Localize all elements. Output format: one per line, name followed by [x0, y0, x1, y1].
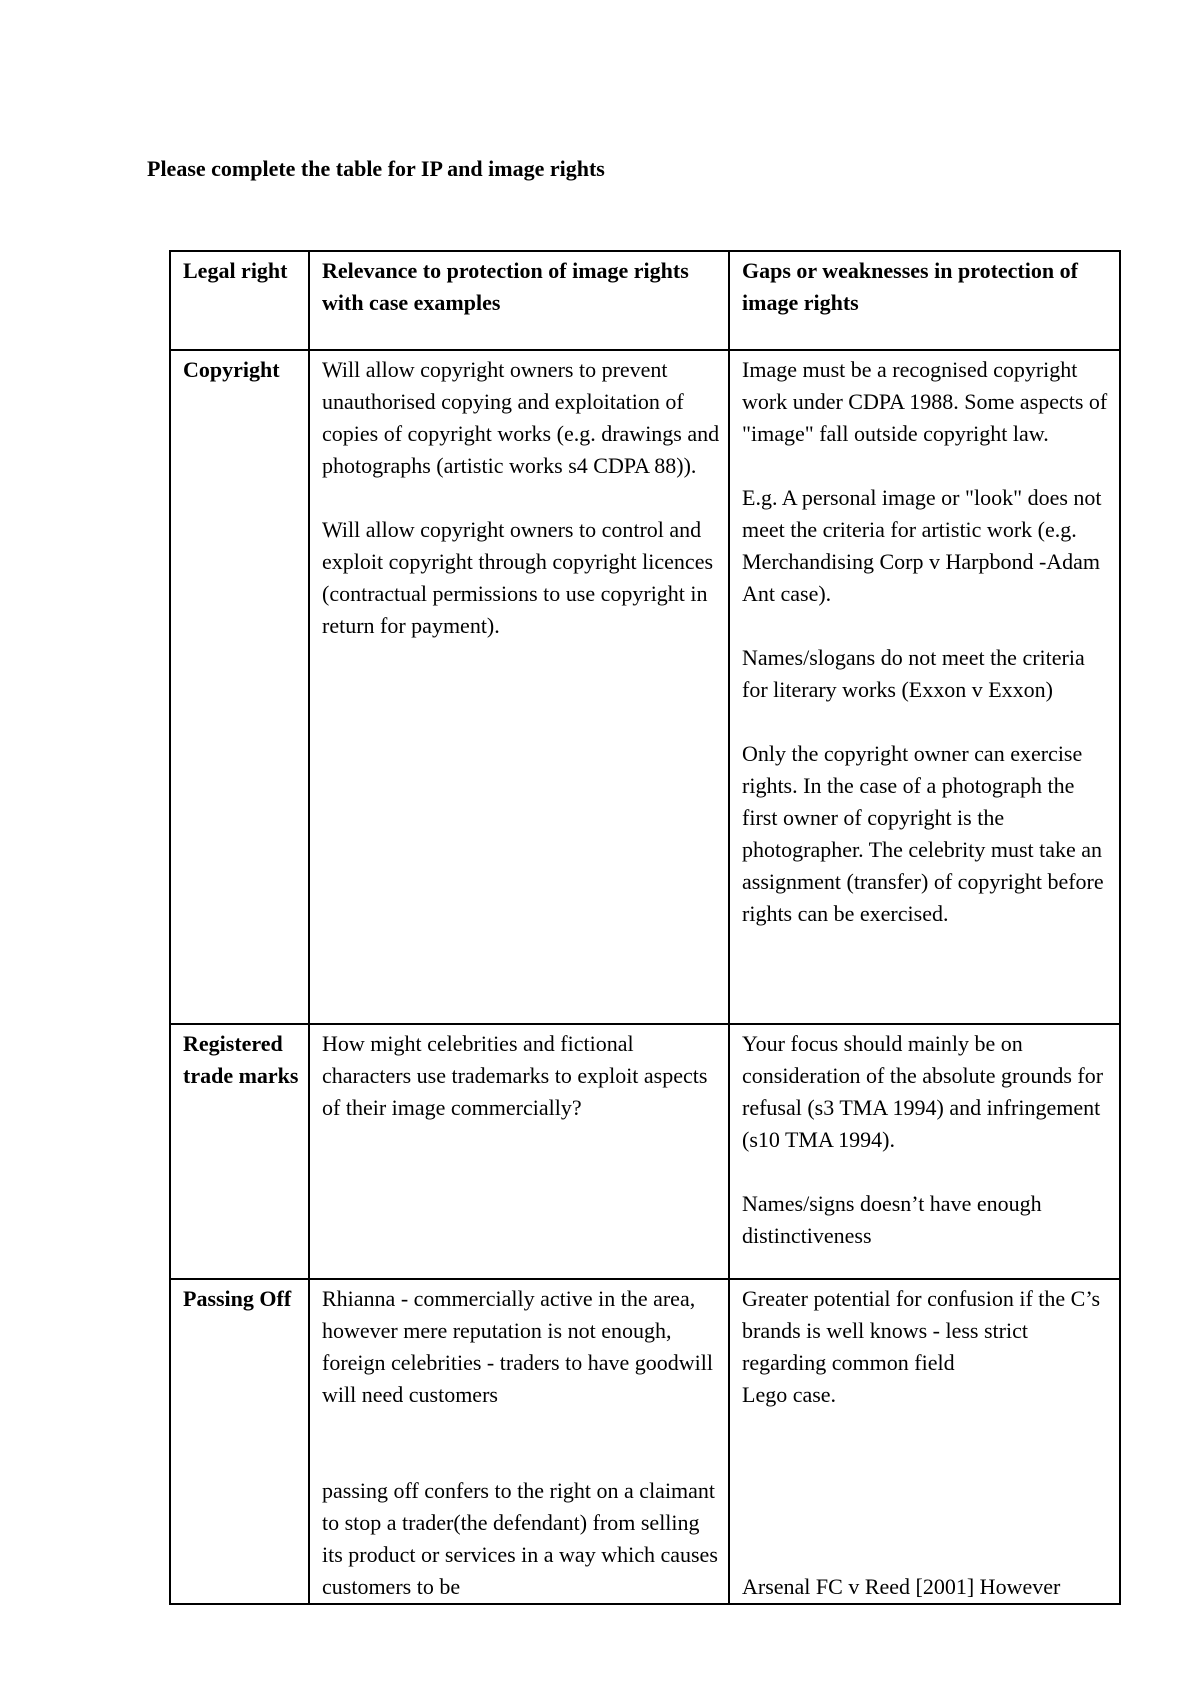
gaps-paragraph: Names/slogans do not meet the criteria for literary works (Exxon v Exxon) [742, 645, 1085, 702]
gaps-paragraph: Arsenal FC v Reed [2001] However [742, 1574, 1061, 1599]
relevance-paragraph: How might celebrities and fictional characters use trademarks to exploit aspects of their image commercially? [322, 1031, 708, 1120]
gaps-cell [729, 1024, 1120, 1279]
gaps-paragraph: Lego case. [742, 1382, 837, 1407]
ip-rights-table [169, 250, 1121, 1605]
gaps-cell [729, 350, 1120, 1024]
table-row-trade-marks [170, 1024, 1120, 1279]
table-row-copyright [170, 350, 1120, 1024]
relevance-paragraph: passing off confers to the right on a claimant to stop a trader(the defendant) from selling its product or services in a way which causes customers to be [322, 1478, 718, 1599]
header-relevance: Relevance to protection of image rights with case examples [309, 251, 729, 350]
legal-right-cell: Copyright [170, 350, 309, 1024]
table-header-row [170, 251, 1120, 350]
relevance-paragraph: Rhianna - commercially active in the area, however mere reputation is not enough, foreign celebrities - traders to have goodwill will need customers [322, 1286, 713, 1407]
relevance-cell [309, 350, 729, 1024]
relevance-paragraph: Will allow copyright owners to control and exploit copyright through copyright licences (contractual permissions to use copyright in return for payment). [322, 517, 714, 638]
relevance-cell [309, 1024, 729, 1279]
page-title: Please complete the table for IP and image rights [147, 156, 605, 181]
gaps-paragraph: Only the copyright owner can exercise rights. In the case of a photograph the first owner of copyright is the photographer. The celebrity must take an assignment (transfer) of copyright before rights can be exercised. [742, 741, 1104, 926]
legal-right-cell: Registered trade marks [170, 1024, 309, 1279]
gaps-paragraph: E.g. A personal image or "look" does not meet the criteria for artistic work (e.g. Merchandising Corp v Harpbond -Adam Ant case). [742, 485, 1102, 606]
table-row-passing-off [170, 1279, 1120, 1604]
relevance-cell [309, 1279, 729, 1604]
gaps-paragraph: Greater potential for confusion if the C’s brands is well knows - less strict regarding common field [742, 1286, 1101, 1375]
gaps-paragraph: Image must be a recognised copyright work under CDPA 1988. Some aspects of "image" fall outside copyright law. [742, 357, 1108, 446]
gaps-cell [729, 1279, 1120, 1604]
header-gaps: Gaps or weaknesses in protection of image rights [729, 251, 1120, 350]
legal-right-cell: Passing Off [170, 1279, 309, 1604]
header-legal-right: Legal right [170, 251, 309, 350]
relevance-paragraph: Will allow copyright owners to prevent unauthorised copying and exploitation of copies of copyright works (e.g. drawings and photographs (artistic works s4 CDPA 88)). [322, 357, 720, 478]
gaps-paragraph: Names/signs doesn’t have enough distinctiveness [742, 1191, 1042, 1248]
gaps-paragraph: Your focus should mainly be on consideration of the absolute grounds for refusal (s3 TMA 1994) and infringement (s10 TMA 1994). [742, 1031, 1104, 1152]
